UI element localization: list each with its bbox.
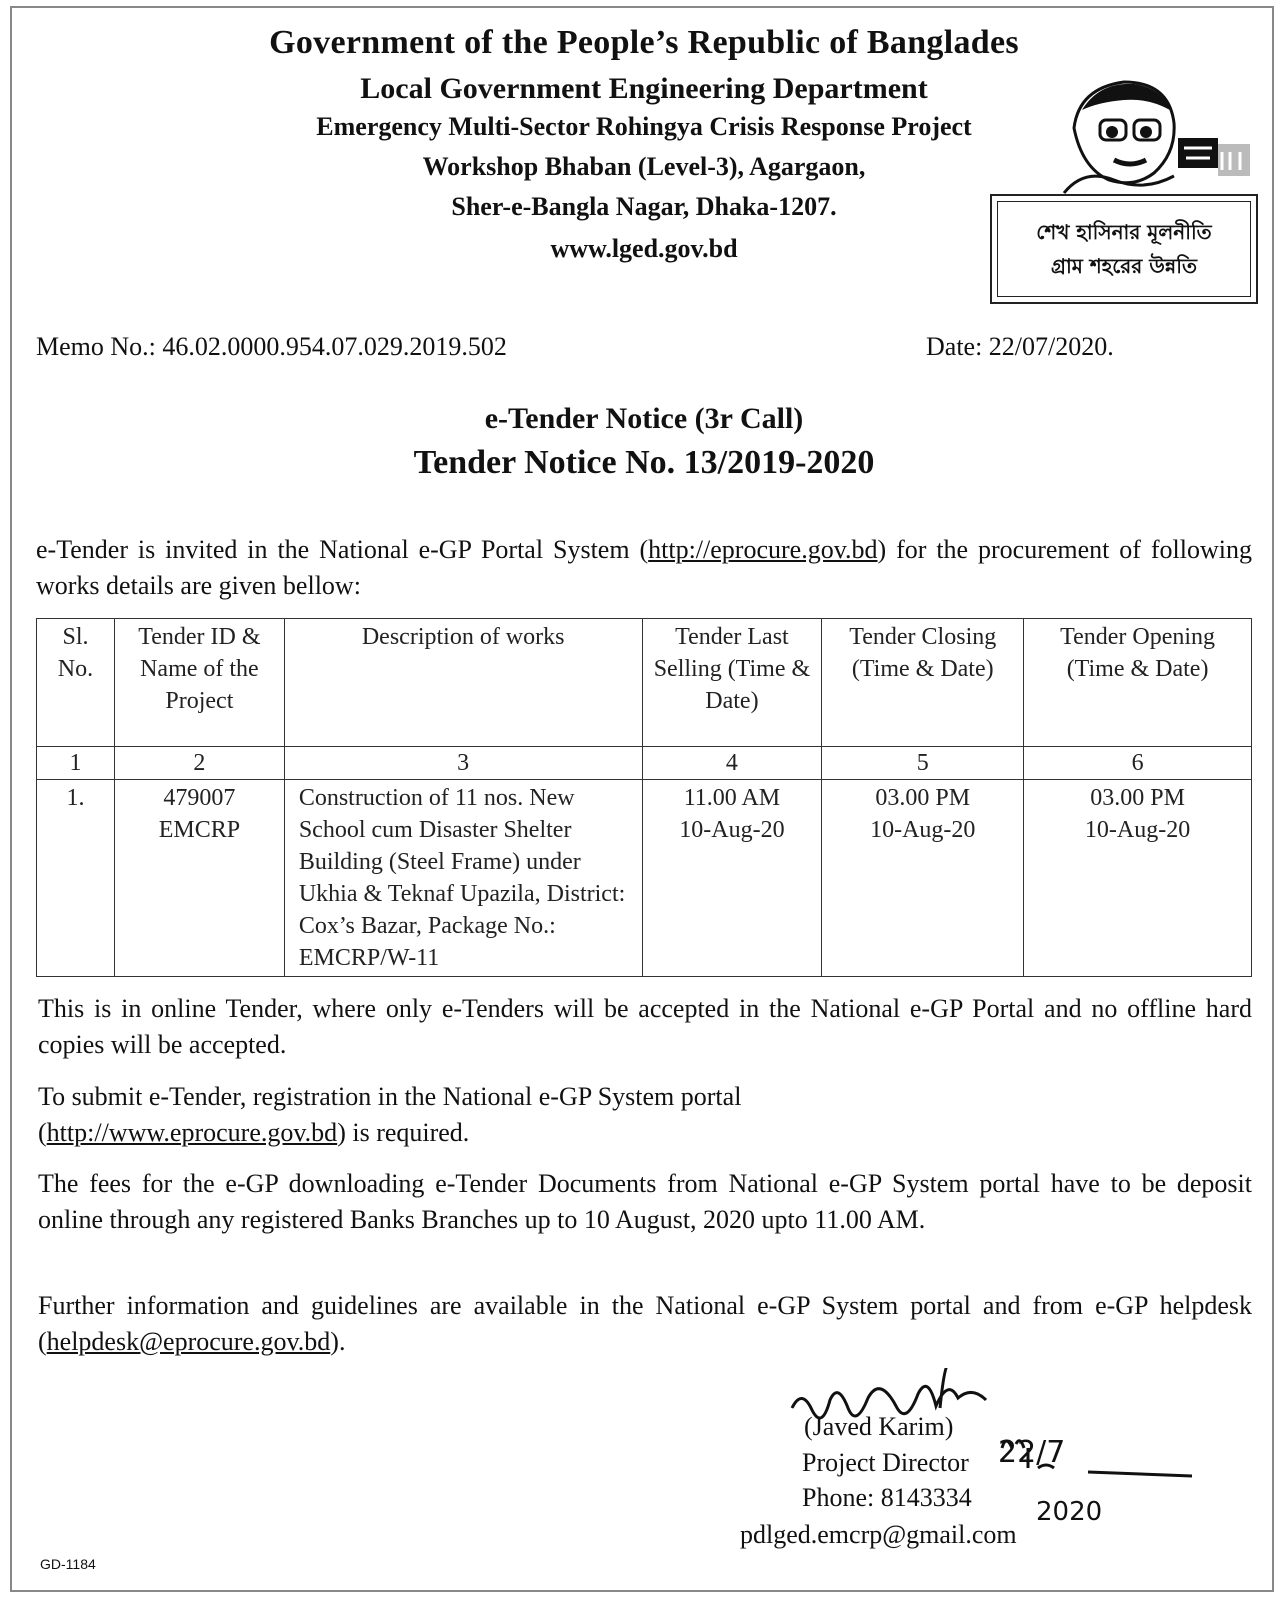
document-code: GD-1184 xyxy=(40,1556,96,1572)
col-number: 1 xyxy=(37,747,115,780)
header-description: Description of works xyxy=(284,619,642,747)
table-header-row xyxy=(37,619,1252,747)
helpdesk-paragraph xyxy=(38,1288,1252,1360)
header-sl-no: Sl. No. xyxy=(37,619,115,747)
eprocure-www-link[interactable]: http://www.eprocure.gov.bd xyxy=(46,1118,338,1147)
closing-time: 03.00 PM xyxy=(875,785,971,811)
notice-number: Tender Notice No. 13/2019-2020 xyxy=(413,444,875,481)
col-number: 4 xyxy=(642,747,822,780)
row-project: EMCRP xyxy=(158,817,241,843)
header-project: Emergency Multi-Sector Rohingya Crisis Response Project xyxy=(316,112,972,141)
row-last-selling xyxy=(642,780,822,977)
intro-text-after: ) for the procurement of following works details are given bellow: xyxy=(36,535,1252,600)
stamp-line-2: গ্রাম শহরের উন্নতি xyxy=(1051,254,1197,278)
closing-date: 10-Aug-20 xyxy=(870,817,976,843)
header-last-selling: Tender Last Selling (Time & Date) xyxy=(642,619,822,747)
table-number-row xyxy=(37,747,1252,780)
helpdesk-text-after: ). xyxy=(330,1327,346,1356)
header-address-2: Sher-e-Bangla Nagar, Dhaka-1207. xyxy=(451,192,837,221)
selling-time: 11.00 AM xyxy=(683,785,781,811)
memo-date: Date: 22/07/2020. xyxy=(926,332,1114,361)
slogan-stamp xyxy=(990,194,1258,304)
notice-page xyxy=(10,6,1274,1592)
header-address-1: Workshop Bhaban (Level-3), Agargaon, xyxy=(422,152,866,181)
signatory-phone: Phone: 8143334 xyxy=(802,1483,972,1512)
row-description: Construction of 11 nos. New School cum Disaster Shelter Building (Steel Frame) under Ukhia & Teknaf Upazila, District: Cox’s Bazar, Package No.: EMCRP/W-11 xyxy=(284,780,642,977)
opening-date: 10-Aug-20 xyxy=(1084,817,1191,843)
tender-table xyxy=(36,618,1252,977)
handwritten-date-1: 22/7 xyxy=(998,1435,1066,1470)
row-closing xyxy=(822,780,1024,977)
selling-date: 10-Aug-20 xyxy=(679,817,785,843)
table-row xyxy=(37,780,1252,977)
row-sl: 1. xyxy=(37,780,115,977)
notice-title: e-Tender Notice (3r Call) xyxy=(484,402,804,435)
signatory-email: pdlged.emcrp@gmail.com xyxy=(740,1520,1017,1549)
row-opening xyxy=(1024,780,1252,977)
helpdesk-email-link[interactable]: helpdesk@eprocure.gov.bd xyxy=(46,1327,331,1356)
online-tender-paragraph: This is in online Tender, where only e-Tenders will be accepted in the National e-GP Portal and no offline hard copies will be accepted. xyxy=(38,994,1252,1059)
header-tender-id: Tender ID & Name of the Project xyxy=(114,619,284,747)
opening-time: 03.00 PM xyxy=(1090,785,1185,811)
header-opening: Tender Opening (Time & Date) xyxy=(1024,619,1252,747)
col-number: 6 xyxy=(1024,747,1252,780)
col-number: 3 xyxy=(284,747,642,780)
intro-text-before: e-Tender is invited in the National e-GP Portal System ( xyxy=(36,535,649,564)
eprocure-link[interactable]: http://eprocure.gov.bd xyxy=(648,535,878,564)
registration-paragraph xyxy=(38,1079,1252,1151)
helpdesk-text-before: Further information and guidelines are available in the National e-GP System portal and from e-GP helpdesk ( xyxy=(38,1291,1252,1356)
col-number: 5 xyxy=(822,747,1024,780)
memo-number: Memo No.: 46.02.0000.954.07.029.2019.502 xyxy=(36,332,507,361)
signatory-role: Project Director xyxy=(802,1448,969,1477)
row-tender-id-cell xyxy=(114,780,284,977)
mujib-100-logo xyxy=(1054,68,1254,198)
header-department: Local Government Engineering Department xyxy=(360,72,928,105)
registration-line-2: (http://www.eprocure.gov.bd) is required. xyxy=(38,1118,470,1147)
stamp-line-1: শেখ হাসিনার মূলনীতি xyxy=(1036,220,1212,244)
header-website: www.lged.gov.bd xyxy=(550,234,738,263)
header-closing: Tender Closing (Time & Date) xyxy=(822,619,1024,747)
signatory-name: (Javed Karim) xyxy=(804,1412,954,1441)
fees-paragraph: The fees for the e-GP downloading e-Tender Documents from National e-GP System portal have to be deposit online through any registered Banks Branches up to 10 August, 2020 upto 11.00 AM. xyxy=(38,1169,1252,1234)
row-tender-id: 479007 xyxy=(163,785,236,811)
header-government: Government of the People’s Republic of Banglades xyxy=(269,24,1019,61)
registration-line-1: To submit e-Tender, registration in the National e-GP System portal xyxy=(38,1082,742,1111)
registration-text-after: ) is required. xyxy=(337,1118,470,1147)
intro-paragraph xyxy=(36,532,1252,604)
col-number: 2 xyxy=(114,747,284,780)
handwritten-date-2: 2020 xyxy=(1036,1497,1103,1527)
